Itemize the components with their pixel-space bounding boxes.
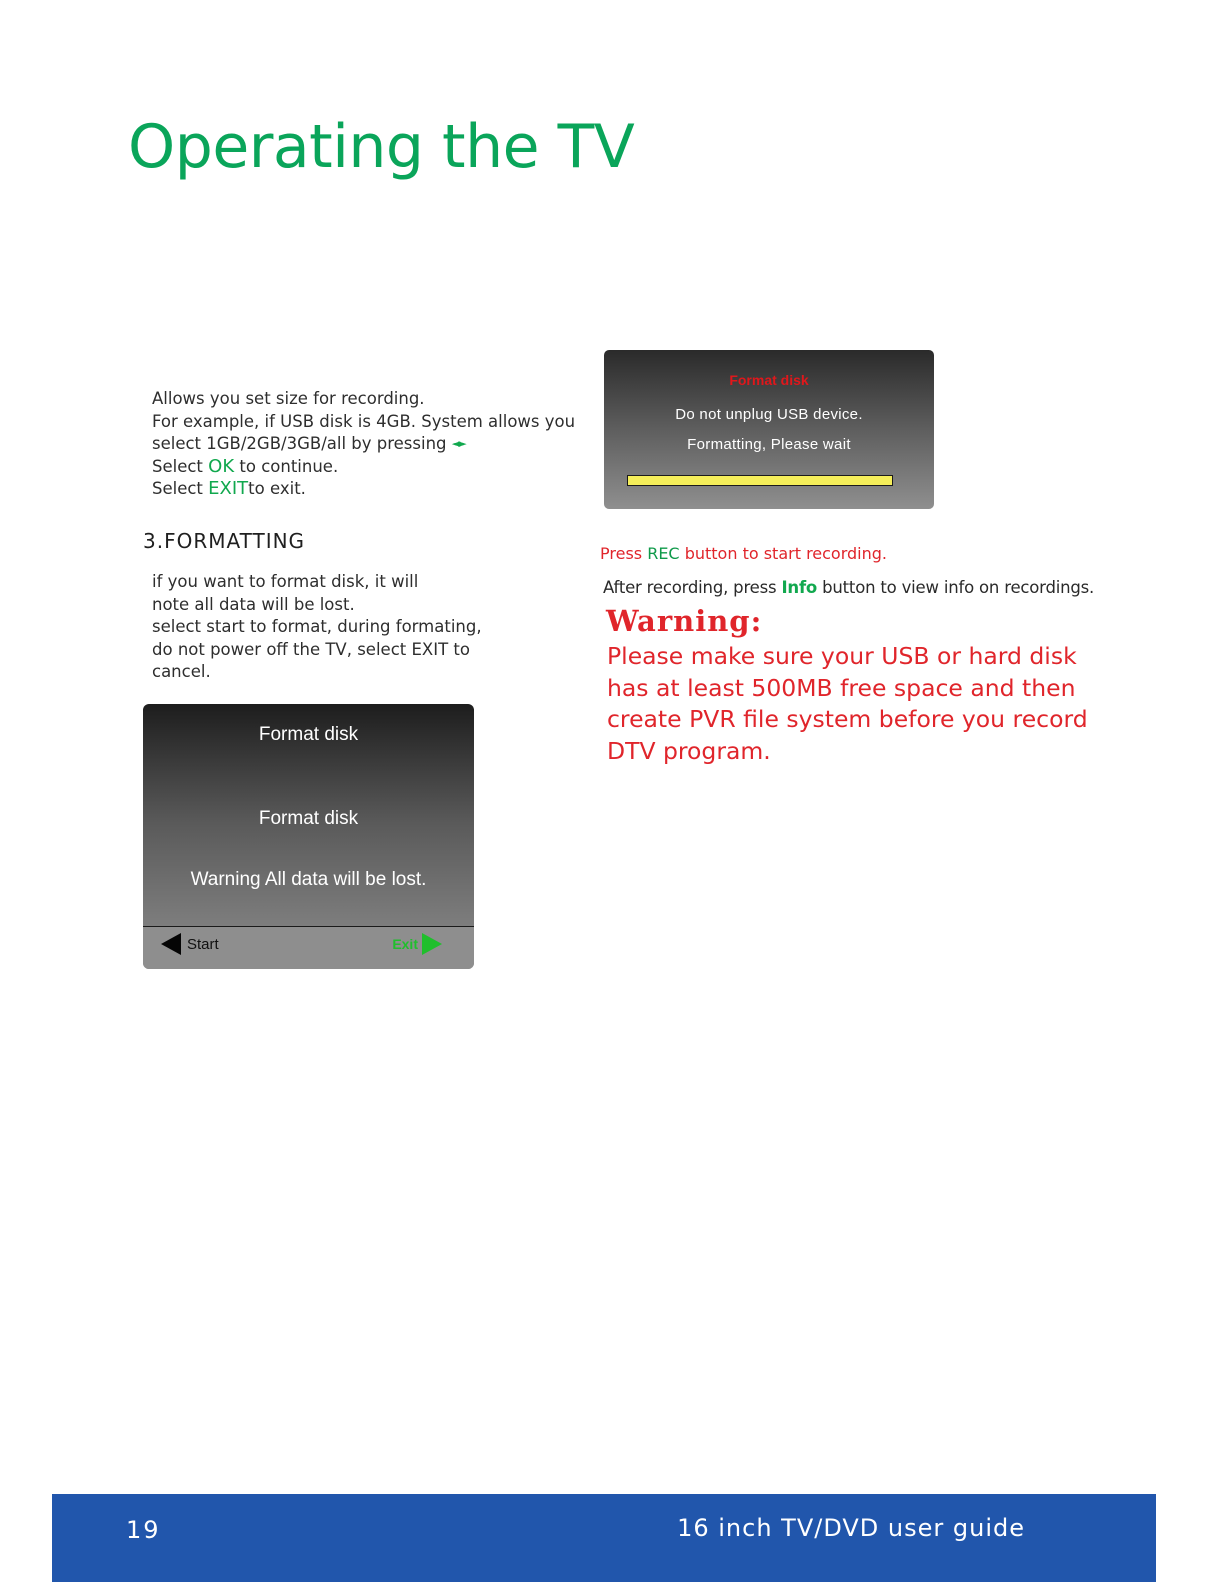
warning-line: create PVR file system before you record <box>607 705 1088 733</box>
intro-text: Select <box>152 479 203 498</box>
intro-text: to exit. <box>248 479 306 498</box>
warning-title: Warning: <box>606 604 763 638</box>
intro-text: to continue. <box>239 456 339 476</box>
intro-line <box>152 478 592 501</box>
formatting-description <box>152 571 512 684</box>
dialog-warning: Warning All data will be lost. <box>190 869 427 890</box>
press-rec-text: button to start recording. <box>684 544 887 563</box>
progress-bar <box>627 475 893 486</box>
dialog-subtitle: Format disk <box>258 808 359 829</box>
left-arrow-icon <box>161 933 181 955</box>
after-rec-text: button to view info on recordings. <box>822 578 1095 597</box>
progress-dialog-title: Format disk <box>729 372 809 388</box>
dialog-title: Format disk <box>258 724 359 745</box>
warning-line: DTV program. <box>607 736 771 765</box>
intro-text: select 1GB/2GB/3GB/all by pressing <box>152 434 447 453</box>
press-rec-instruction <box>600 544 887 563</box>
right-arrow-icon <box>422 933 442 955</box>
formatting-progress-dialog <box>604 350 934 509</box>
page-number: 19 <box>126 1516 161 1544</box>
start-label: Start <box>187 935 219 953</box>
format-disk-dialog <box>143 704 474 969</box>
dialog-footer <box>143 927 474 969</box>
intro-line <box>152 433 592 456</box>
start-button[interactable] <box>161 933 219 955</box>
format-desc-line: if you want to format disk, it will <box>152 572 419 591</box>
warning-body <box>607 641 1087 767</box>
format-desc-line: select start to format, during formating, <box>152 617 482 636</box>
after-rec-text: After recording, press <box>603 578 777 597</box>
progress-dialog-message: Do not unplug USB device. <box>675 406 863 423</box>
rec-key-label: REC <box>647 544 680 563</box>
recording-size-description <box>152 388 592 501</box>
format-desc-line: cancel. <box>152 662 211 681</box>
exit-label: Exit <box>392 936 418 952</box>
ok-key-label: OK <box>208 455 235 477</box>
left-right-arrows-icon: ◄► <box>451 437 465 450</box>
warning-line: Please make sure your USB or hard disk <box>607 642 1077 670</box>
intro-text: Select <box>152 456 203 476</box>
format-desc-line: do not power off the TV, select EXIT to <box>152 639 470 659</box>
exit-button[interactable] <box>392 933 442 955</box>
intro-line <box>152 456 592 479</box>
press-rec-text: Press <box>600 544 643 563</box>
intro-line: For example, if USB disk is 4GB. System allows you <box>152 411 576 431</box>
progress-dialog-status: Formatting, Please wait <box>687 436 851 453</box>
exit-key-label: EXIT <box>208 478 249 499</box>
warning-line: has at least 500MB free space and then <box>607 673 1076 702</box>
formatting-heading: 3.FORMATTING <box>143 529 306 553</box>
progress-bar-fill <box>628 476 892 485</box>
page-footer <box>52 1494 1156 1582</box>
page-title: Operating the TV <box>128 112 635 182</box>
guide-title: 16 inch TV/DVD user guide <box>677 1514 1025 1542</box>
intro-line: Allows you set size for recording. <box>152 389 425 408</box>
info-key-label: Info <box>781 578 818 597</box>
format-desc-line: note all data will be lost. <box>152 594 355 614</box>
after-recording-instruction <box>603 578 1094 597</box>
